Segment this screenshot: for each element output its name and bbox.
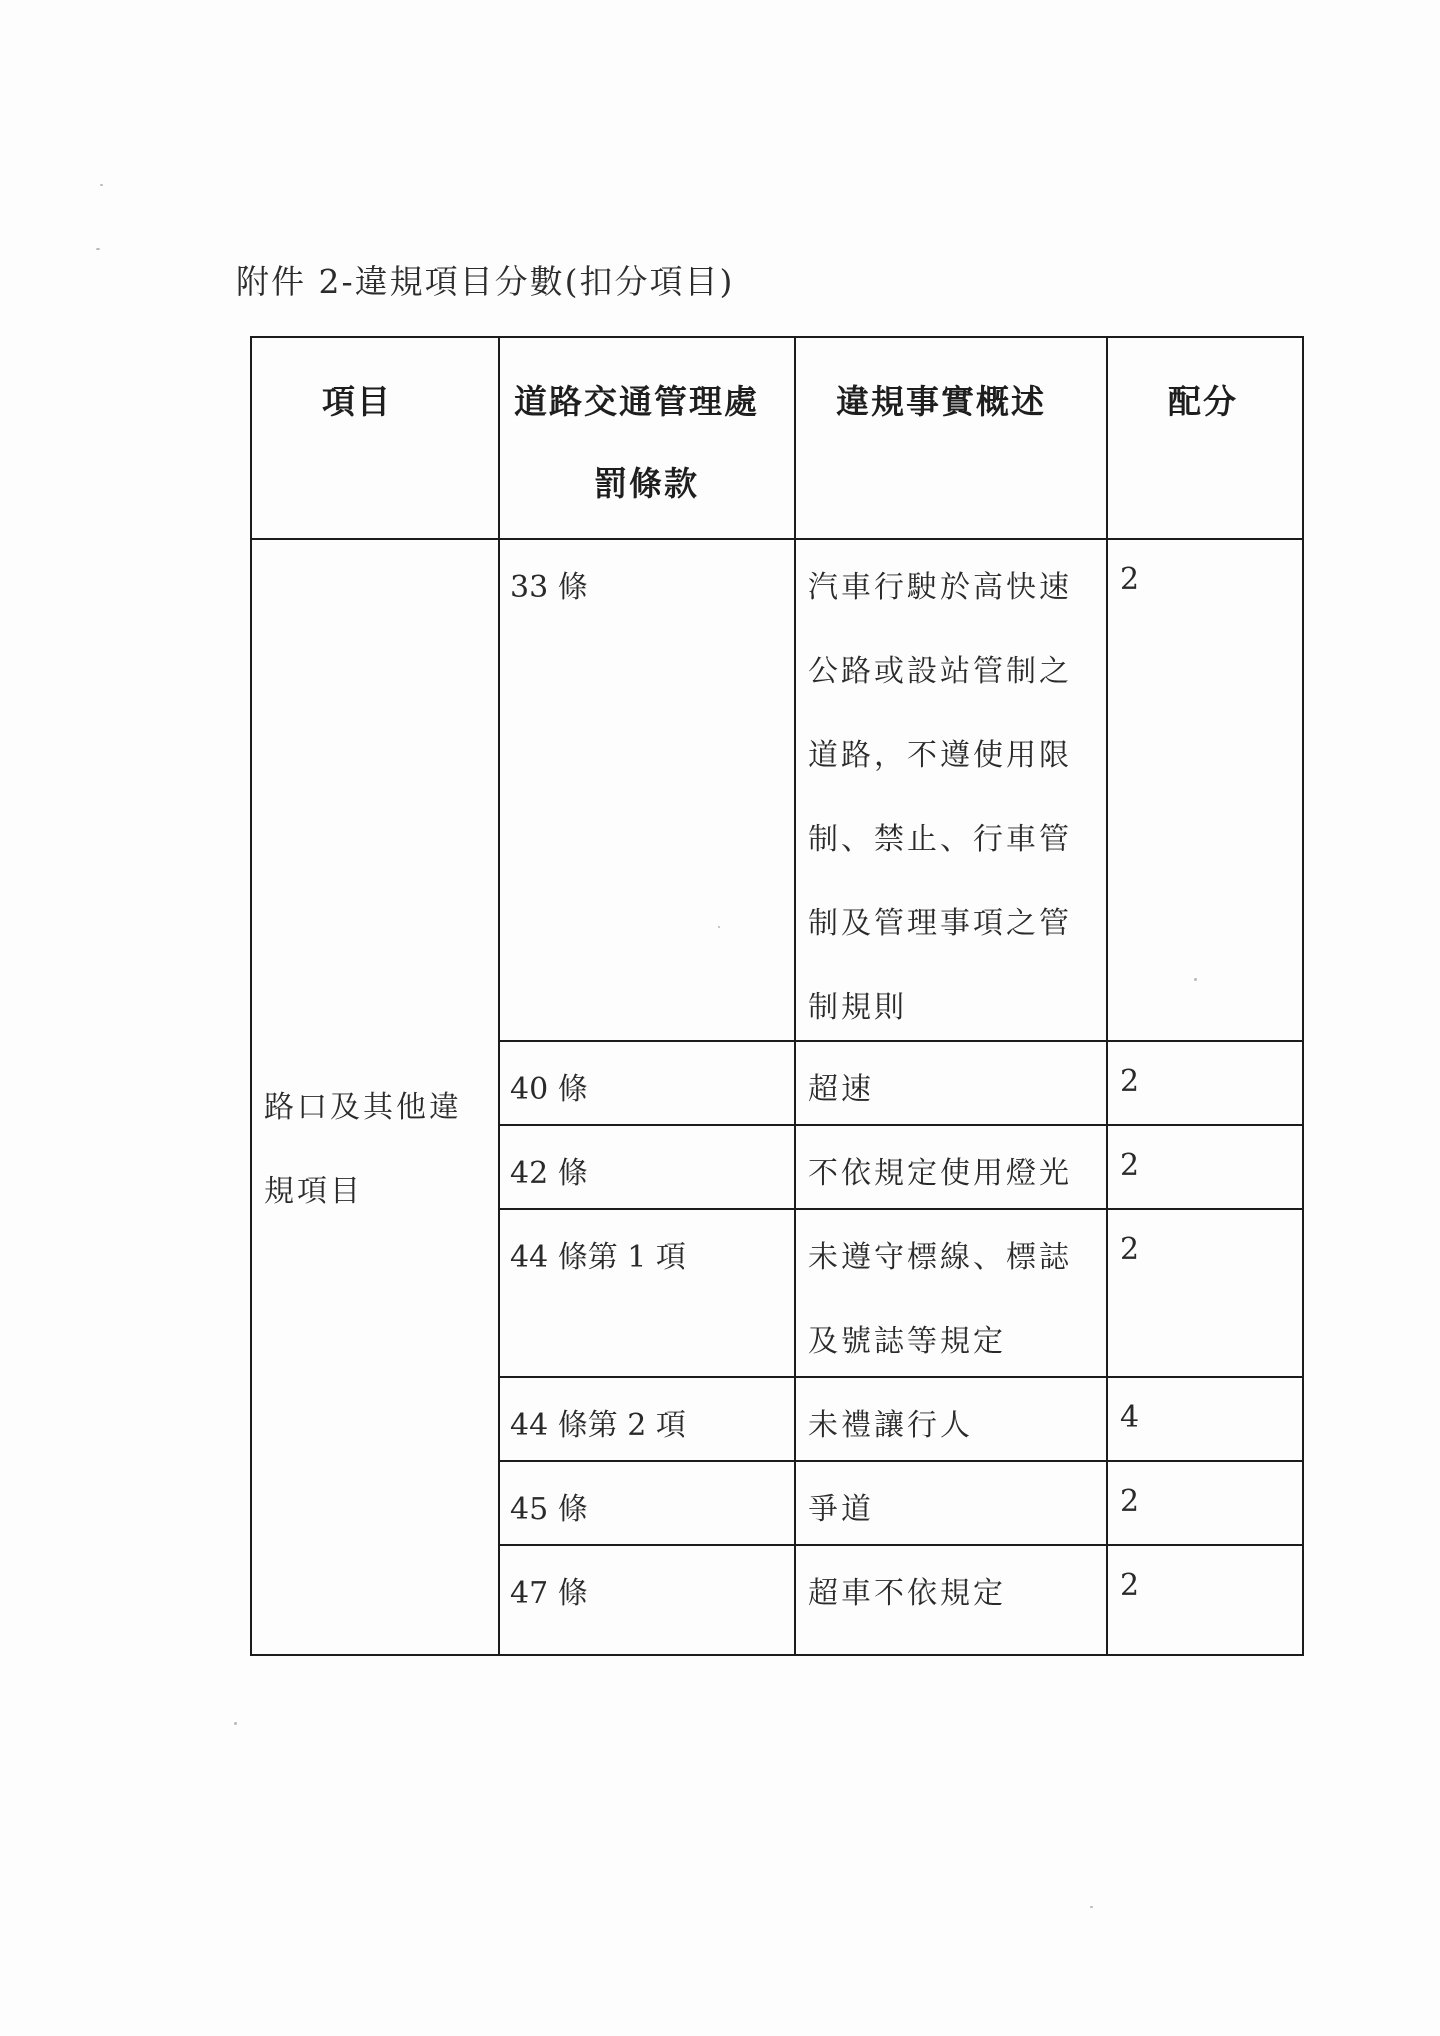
row-description-line: 爭道	[808, 1492, 874, 1527]
table-border-left	[250, 336, 252, 1656]
row-article: 40 條	[510, 1072, 588, 1107]
row-divider	[498, 1208, 1304, 1210]
row-description-line: 超速	[808, 1072, 874, 1107]
category-line1: 路口及其他違	[264, 1090, 462, 1125]
row-points: 2	[1120, 1568, 1140, 1603]
category-line2: 規項目	[264, 1174, 363, 1209]
row-article: 47 條	[510, 1576, 588, 1611]
header-description: 違規事實概述	[836, 382, 1046, 421]
row-divider	[498, 1460, 1304, 1462]
header-law-line2: 罰條款	[594, 464, 699, 503]
header-item: 項目	[322, 382, 392, 421]
scan-speck	[1090, 1906, 1093, 1908]
row-description-line: 制規則	[808, 990, 907, 1025]
row-article: 33 條	[510, 570, 588, 605]
row-divider	[498, 1040, 1304, 1042]
column-divider	[1106, 336, 1108, 1656]
row-article: 42 條	[510, 1156, 588, 1191]
row-article: 44 條第 2 項	[510, 1408, 686, 1443]
row-divider	[498, 1124, 1304, 1126]
row-points: 2	[1120, 1232, 1140, 1267]
row-points: 4	[1120, 1400, 1140, 1435]
row-description-line: 未遵守標線、標誌	[808, 1240, 1072, 1275]
scan-speck	[234, 1722, 237, 1725]
row-description-line: 公路或設站管制之	[808, 654, 1072, 689]
header-points: 配分	[1168, 382, 1238, 421]
row-points: 2	[1120, 1064, 1140, 1099]
row-article: 45 條	[510, 1492, 588, 1527]
column-divider	[794, 336, 796, 1656]
header-law-line1: 道路交通管理處	[514, 382, 759, 421]
row-description-line: 不依規定使用燈光	[808, 1156, 1072, 1191]
row-points: 2	[1120, 562, 1140, 597]
row-description-line: 未禮讓行人	[808, 1408, 973, 1443]
column-divider	[498, 336, 500, 1656]
scan-speck	[96, 248, 100, 250]
row-article: 44 條第 1 項	[510, 1240, 686, 1275]
row-divider	[498, 1376, 1304, 1378]
document-title: 附件 2-違規項目分數(扣分項目)	[236, 262, 735, 301]
row-points: 2	[1120, 1148, 1140, 1183]
row-description-line: 汽車行駛於高快速	[808, 570, 1072, 605]
row-description-line: 超車不依規定	[808, 1576, 1006, 1611]
table-border-right	[1302, 336, 1304, 1656]
row-description-line: 制及管理事項之管	[808, 906, 1072, 941]
violation-points-table	[250, 336, 1304, 1656]
scan-speck	[100, 184, 103, 186]
row-points: 2	[1120, 1484, 1140, 1519]
table-border-top	[250, 336, 1304, 338]
row-description-line: 制、禁止、行車管	[808, 822, 1072, 857]
row-description-line: 及號誌等規定	[808, 1324, 1006, 1359]
row-description-line: 道路，不遵使用限	[808, 738, 1072, 773]
row-divider	[498, 1544, 1304, 1546]
header-divider	[250, 538, 1304, 540]
table-border-bottom	[250, 1654, 1304, 1656]
